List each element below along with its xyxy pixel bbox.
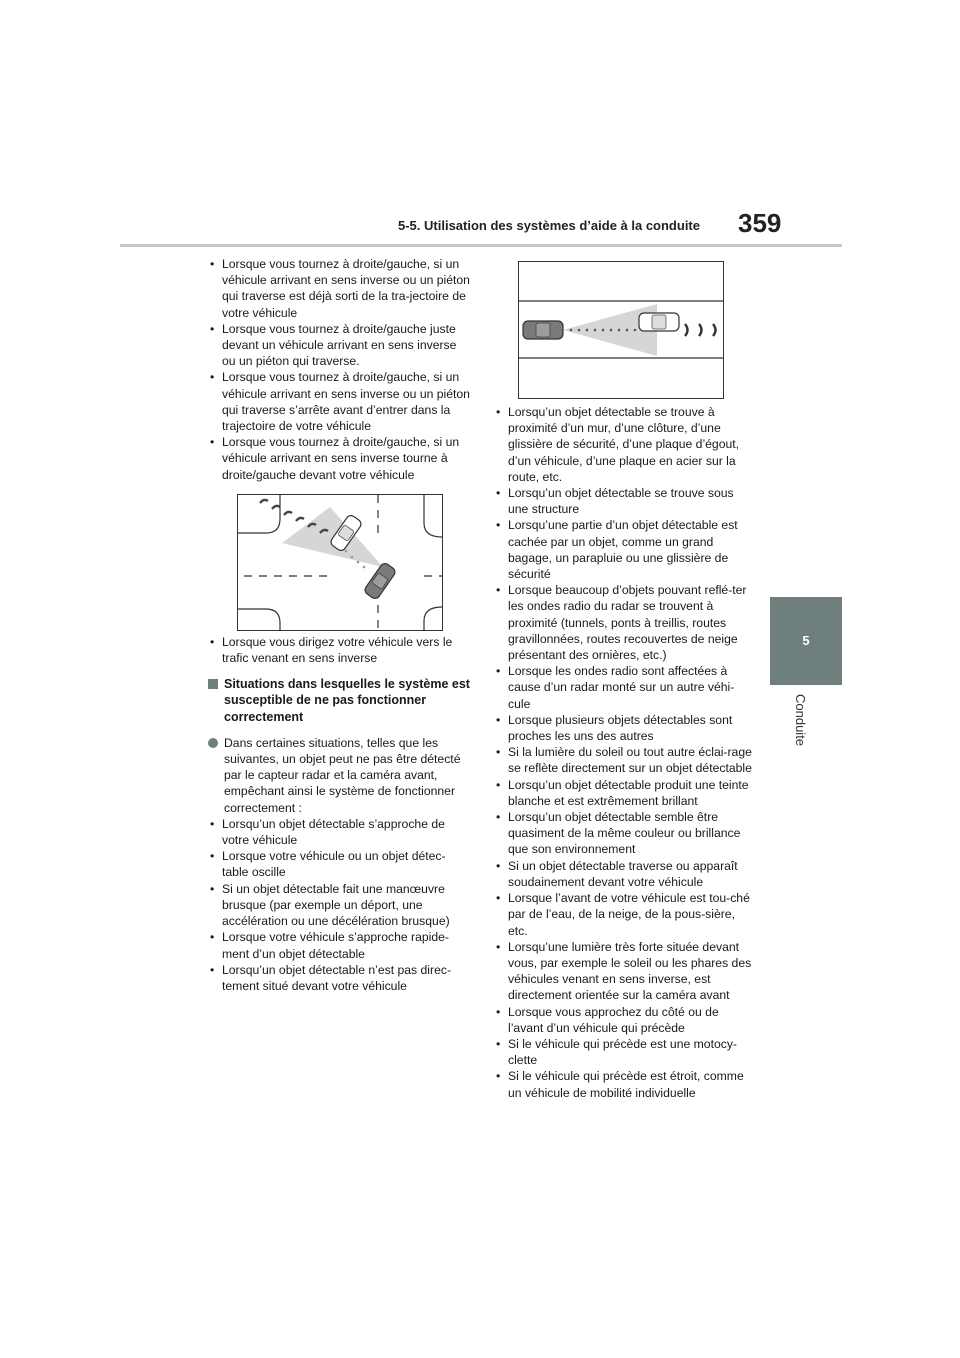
bullet-list-detection xyxy=(208,816,470,994)
list-item: • Lorsque vous tournez à droite/gauche, si un véhicule arrivant en sens inverse ou un piéton qui traverse s’arrête avant d’entrer dans la trajectoire de votre véhicule xyxy=(208,369,470,434)
straight-road-diagram xyxy=(519,262,723,398)
straight-road-illustration xyxy=(518,261,724,399)
list-item: • Lorsque l’avant de votre véhicule est tou-ché par de l’eau, de la neige, de la pous-sière, etc. xyxy=(494,890,756,939)
intersection-diagram xyxy=(238,495,442,630)
intro-paragraph-text: Dans certaines situations, telles que les suivantes, un objet peut ne pas être détecté par le capteur radar et la caméra avant, empêchant ainsi le système de fonctionner correctement : xyxy=(224,735,461,815)
chapter-tab[interactable] xyxy=(770,597,842,685)
list-item: • Si un objet détectable fait une manœuvre brusque (par exemple un déport, une accélération ou une décélération brusque) xyxy=(208,881,470,930)
list-item: • Si le véhicule qui précède est une motocy-clette xyxy=(494,1036,756,1068)
section-heading xyxy=(208,676,470,725)
bullet-list-oncoming xyxy=(208,634,470,666)
list-item: • Lorsque votre véhicule s’approche rapide-ment d’un objet détectable xyxy=(208,929,470,961)
list-item: • Si un objet détectable traverse ou apparaît soudainement devant votre véhicule xyxy=(494,858,756,890)
list-item: • Lorsque vous tournez à droite/gauche juste devant un véhicule arrivant en sens inverse ou un piéton qui traverse. xyxy=(208,321,470,370)
intersection-illustration xyxy=(237,494,443,631)
list-item: • Lorsqu’une lumière très forte située devant vous, par exemple le soleil ou les phares des véhicules venant en sens inverse, est directement orientée sur la caméra avant xyxy=(494,939,756,1004)
chapter-label: Conduite xyxy=(793,694,808,747)
list-item: • Lorsque vous dirigez votre véhicule vers le trafic venant en sens inverse xyxy=(208,634,470,666)
list-item: • Lorsque vous tournez à droite/gauche, si un véhicule arrivant en sens inverse ou un piéton qui traverse est déjà sorti de la tra-jectoire de votre véhicule xyxy=(208,256,470,321)
section-title: 5-5. Utilisation des systèmes d’aide à la conduite xyxy=(398,218,700,233)
list-item: • Lorsqu’une partie d’un objet détectable est cachée par un objet, comme un grand bagage, un parapluie ou une glissière de sécurité xyxy=(494,517,756,582)
list-item: • Lorsque plusieurs objets détectables sont proches les uns des autres xyxy=(494,712,756,744)
circle-bullet-icon xyxy=(208,738,218,748)
list-item: • Lorsque votre véhicule ou un objet détec-table oscille xyxy=(208,848,470,880)
list-item: • Lorsque beaucoup d’objets pouvant reflé-ter les ondes radio du radar se trouvent à proximité (tunnels, ponts à treillis, routes gravillonnées, routes recouvertes de neige présentant des ornières, etc.) xyxy=(494,582,756,663)
bullet-list-turning xyxy=(208,256,470,483)
right-column xyxy=(494,404,756,1101)
list-item: • Lorsque vous approchez du côté ou de l’avant d’un véhicule qui précède xyxy=(494,1004,756,1036)
section-heading-text: Situations dans lesquelles le système est susceptible de ne pas fonctionner correctement xyxy=(224,677,470,724)
list-item: • Lorsqu’un objet détectable se trouve sous une structure xyxy=(494,485,756,517)
page-number: 359 xyxy=(738,208,782,238)
list-item: • Lorsqu’un objet détectable s’approche de votre véhicule xyxy=(208,816,470,848)
header-rule xyxy=(120,244,842,247)
list-item: • Lorsqu’un objet détectable se trouve à proximité d’un mur, d’une clôture, d’une glissière de sécurité, d’une plaque d’égout, d’un véhicule, d’une plaque en acier sur la route, etc. xyxy=(494,404,756,485)
list-item: • Lorsqu’un objet détectable produit une teinte blanche et est extrêmement brillant xyxy=(494,777,756,809)
chapter-number: 5 xyxy=(802,633,810,648)
intro-paragraph xyxy=(208,735,470,816)
square-bullet-icon xyxy=(208,679,218,689)
list-item: • Si le véhicule qui précède est étroit, comme un véhicule de mobilité individuelle xyxy=(494,1068,756,1100)
list-item: • Lorsqu’un objet détectable n’est pas direc-tement situé devant votre véhicule xyxy=(208,962,470,994)
list-item: • Lorsque vous tournez à droite/gauche, si un véhicule arrivant en sens inverse tourne à droite/gauche devant votre véhicule xyxy=(208,434,470,483)
list-item: • Lorsque les ondes radio sont affectées à cause d’un radar monté sur un autre véhi-cule xyxy=(494,663,756,712)
list-item: • Si la lumière du soleil ou tout autre éclai-rage se reflète directement sur un objet détectable xyxy=(494,744,756,776)
bullet-list-detection-continued xyxy=(494,404,756,1101)
list-item: • Lorsqu’un objet détectable semble être quasiment de la même couleur ou brillance que son environnement xyxy=(494,809,756,858)
